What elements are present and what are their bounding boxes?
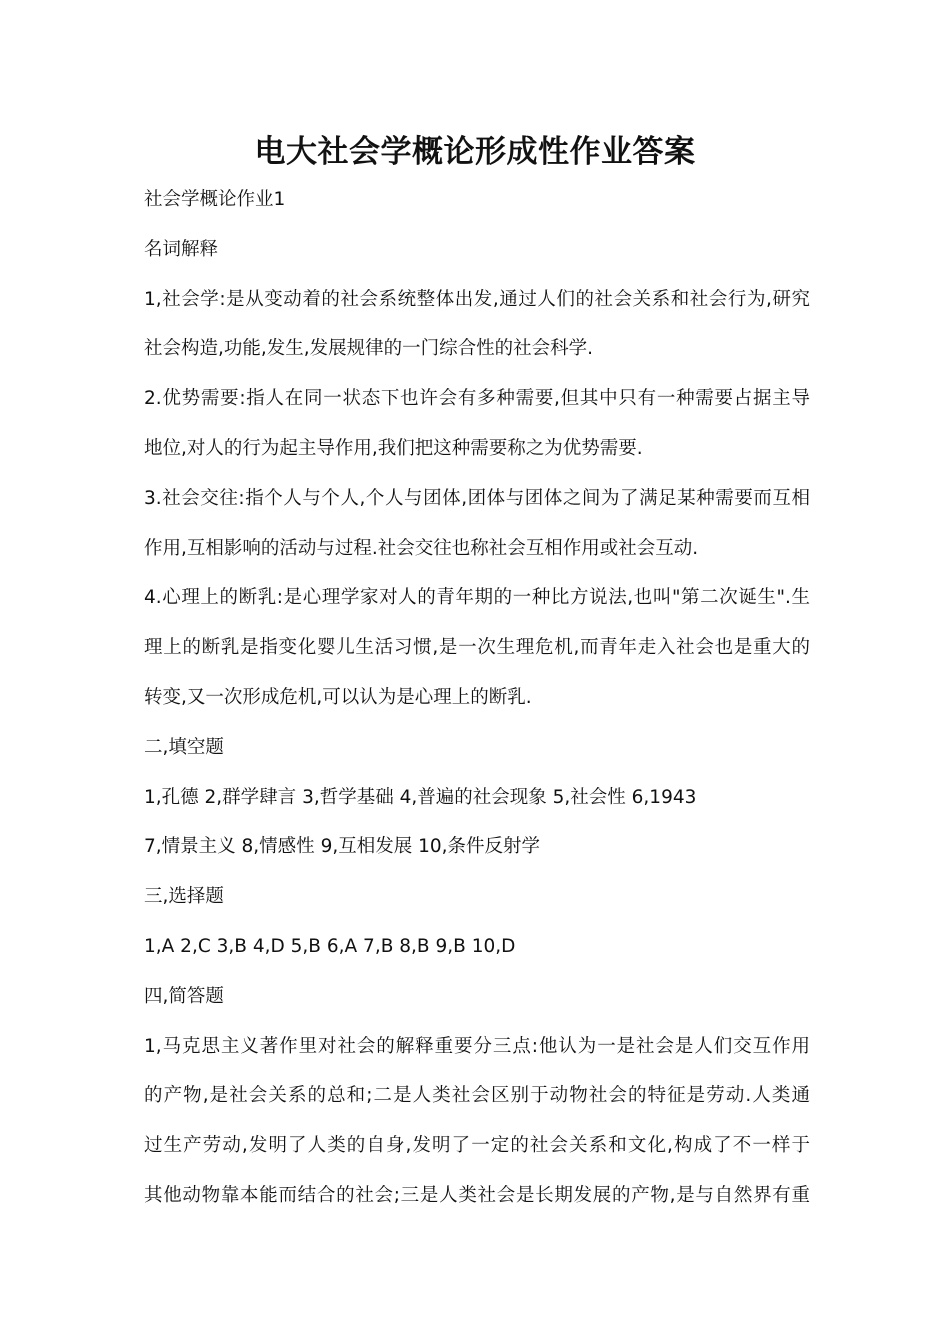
paragraph-line: 3.社会交往:指个人与个人,个人与团体,团体与团体之间为了满足某种需要而互相 <box>144 487 810 509</box>
paragraph-line: 理上的断乳是指变化婴儿生活习惯,是一次生理危机,而青年走入社会也是重大的 <box>144 637 810 659</box>
paragraph-line: 1,马克思主义著作里对社会的解释重要分三点:他认为一是社会是人们交互作用 <box>144 1035 810 1057</box>
paragraph-line: 转变,又一次形成危机,可以认为是心理上的断乳. <box>144 686 532 708</box>
paragraph-line: 地位,对人的行为起主导作用,我们把这种需要称之为优势需要. <box>144 437 643 459</box>
section-heading-assignment: 社会学概论作业1 <box>144 189 286 210</box>
paragraph-line: 社会构造,功能,发生,发展规律的一门综合性的社会科学. <box>144 338 594 360</box>
paragraph-line: 1,社会学:是从变动着的社会系统整体出发,通过人们的社会关系和社会行为,研究 <box>144 288 810 310</box>
answer-line: 7,情景主义 8,情感性 9,互相发展 10,条件反射学 <box>144 836 541 858</box>
answer-line: 1,A 2,C 3,B 4,D 5,B 6,A 7,B 8,B 9,B 10,D <box>144 935 516 957</box>
paragraph-line: 2.优势需要:指人在同一状态下也许会有多种需要,但其中只有一种需要占据主导 <box>144 388 810 410</box>
section-heading-fill-in: 二,填空题 <box>144 736 224 758</box>
answer-line: 1,孔德 2,群学肆言 3,哲学基础 4,普遍的社会现象 5,社会性 6,1943 <box>144 786 697 808</box>
paragraph-line: 作用,互相影响的活动与过程.社会交往也称社会互相作用或社会互动. <box>144 537 699 559</box>
paragraph-line: 过生产劳动,发明了人类的自身,发明了一定的社会关系和文化,构成了不一样于 <box>144 1135 810 1157</box>
paragraph-line: 其他动物靠本能而结合的社会;三是人类社会是长期发展的产物,是与自然界有重 <box>144 1184 810 1206</box>
section-heading-short-answer: 四,简答题 <box>144 985 224 1007</box>
document-body <box>144 184 810 1230</box>
section-heading-multiple-choice: 三,选择题 <box>144 886 224 908</box>
section-heading-terms: 名词解释 <box>144 238 219 260</box>
document-title: 电大社会学概论形成性作业答案 <box>254 134 696 170</box>
paragraph-line: 4.心理上的断乳:是心理学家对人的青年期的一种比方说法,也叫"第二次诞生".生 <box>144 587 810 609</box>
paragraph-line: 的产物,是社会关系的总和;二是人类社会区别于动物社会的特征是劳动.人类通 <box>144 1085 810 1107</box>
